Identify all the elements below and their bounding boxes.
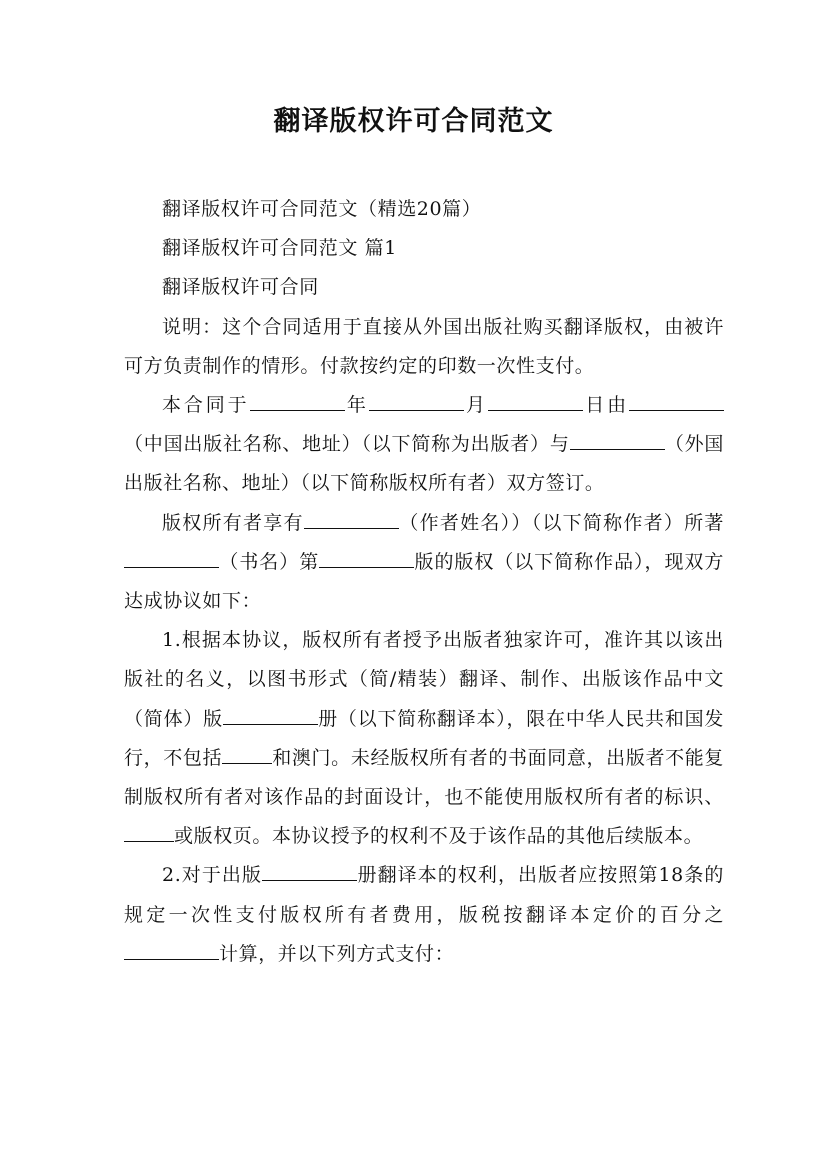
subtitle-line: 翻译版权许可合同范文（精选20篇） [162, 198, 482, 220]
excluded-region-blank [222, 762, 272, 764]
parties-text: （中国出版社名称、地址）（以下简称为出版者）与 [124, 433, 570, 456]
month-blank [369, 409, 464, 411]
note-paragraph: 说明：这个合同适用于直接从外国出版社购买翻译版权，由被许可方负责制作的情形。付款按约定的印数一次性支付。 [124, 315, 724, 377]
work-text: 版的版权（以下简称作品），现双方达成协议如下： [124, 550, 724, 613]
royalty-rate-blank [124, 958, 219, 960]
year-blank [250, 409, 345, 411]
book-title-blank [124, 566, 219, 568]
copyright-owner-blank [570, 448, 665, 450]
clause-2-text: 册翻译本的权利，出版者应按照第18条的规定一次性支付版权所有者费用，版税按翻译本定价的百分之 [124, 864, 725, 926]
day-blank [488, 409, 583, 411]
clause-1-text: 1.根据本协议，版权所有者授予出版者独家许可，准许其以该出版社的名义，以图书形式（简/精装）翻译、制作、出版该作品中文（简体）版 [124, 629, 724, 730]
clause-2-paragraph [124, 856, 724, 974]
document-title: 翻译版权许可合同范文 [273, 106, 554, 137]
section-heading: 翻译版权许可合同范文 篇1 [162, 237, 397, 260]
parties-text: 日由 [582, 394, 630, 417]
work-paragraph [124, 504, 724, 622]
clause-2-text: 2.对于出版 [162, 864, 263, 887]
document-body [124, 190, 724, 974]
mark-blank [124, 840, 174, 842]
parties-text: 年 [344, 394, 369, 417]
work-text: （书名）第 [219, 550, 320, 573]
print-run-blank [262, 879, 357, 881]
copies-blank [223, 723, 318, 725]
author-blank [304, 527, 399, 529]
contract-heading: 翻译版权许可合同 [162, 276, 319, 299]
clause-1-paragraph [124, 621, 724, 856]
clause-1-text: 或版权页。本协议授予的权利不及于该作品的其他后续版本。 [174, 825, 704, 848]
clause-1-text: 册（以下简称翻译本），限在中华人民共和国发行，不包括 [124, 707, 724, 769]
clause-2-text: 计算，并以下列方式支付： [219, 942, 455, 965]
parties-text: （外国出版社名称、地址）（以下简称版权所有者）双方签订。 [124, 433, 724, 495]
edition-blank [319, 566, 414, 568]
work-text: （作者姓名））（以下简称作者）所著 [398, 511, 724, 534]
parties-paragraph [124, 386, 724, 504]
work-text: 版权所有者享有 [162, 511, 304, 534]
parties-text: 本合同于 [162, 394, 250, 417]
clause-1-text: 和澳门。未经版权所有者的书面同意，出版者不能复制版权所有者对该作品的封面设计，也不能使用版权所有者的标识、 [124, 746, 724, 809]
publisher-blank [629, 409, 724, 411]
parties-text: 月 [463, 394, 488, 417]
